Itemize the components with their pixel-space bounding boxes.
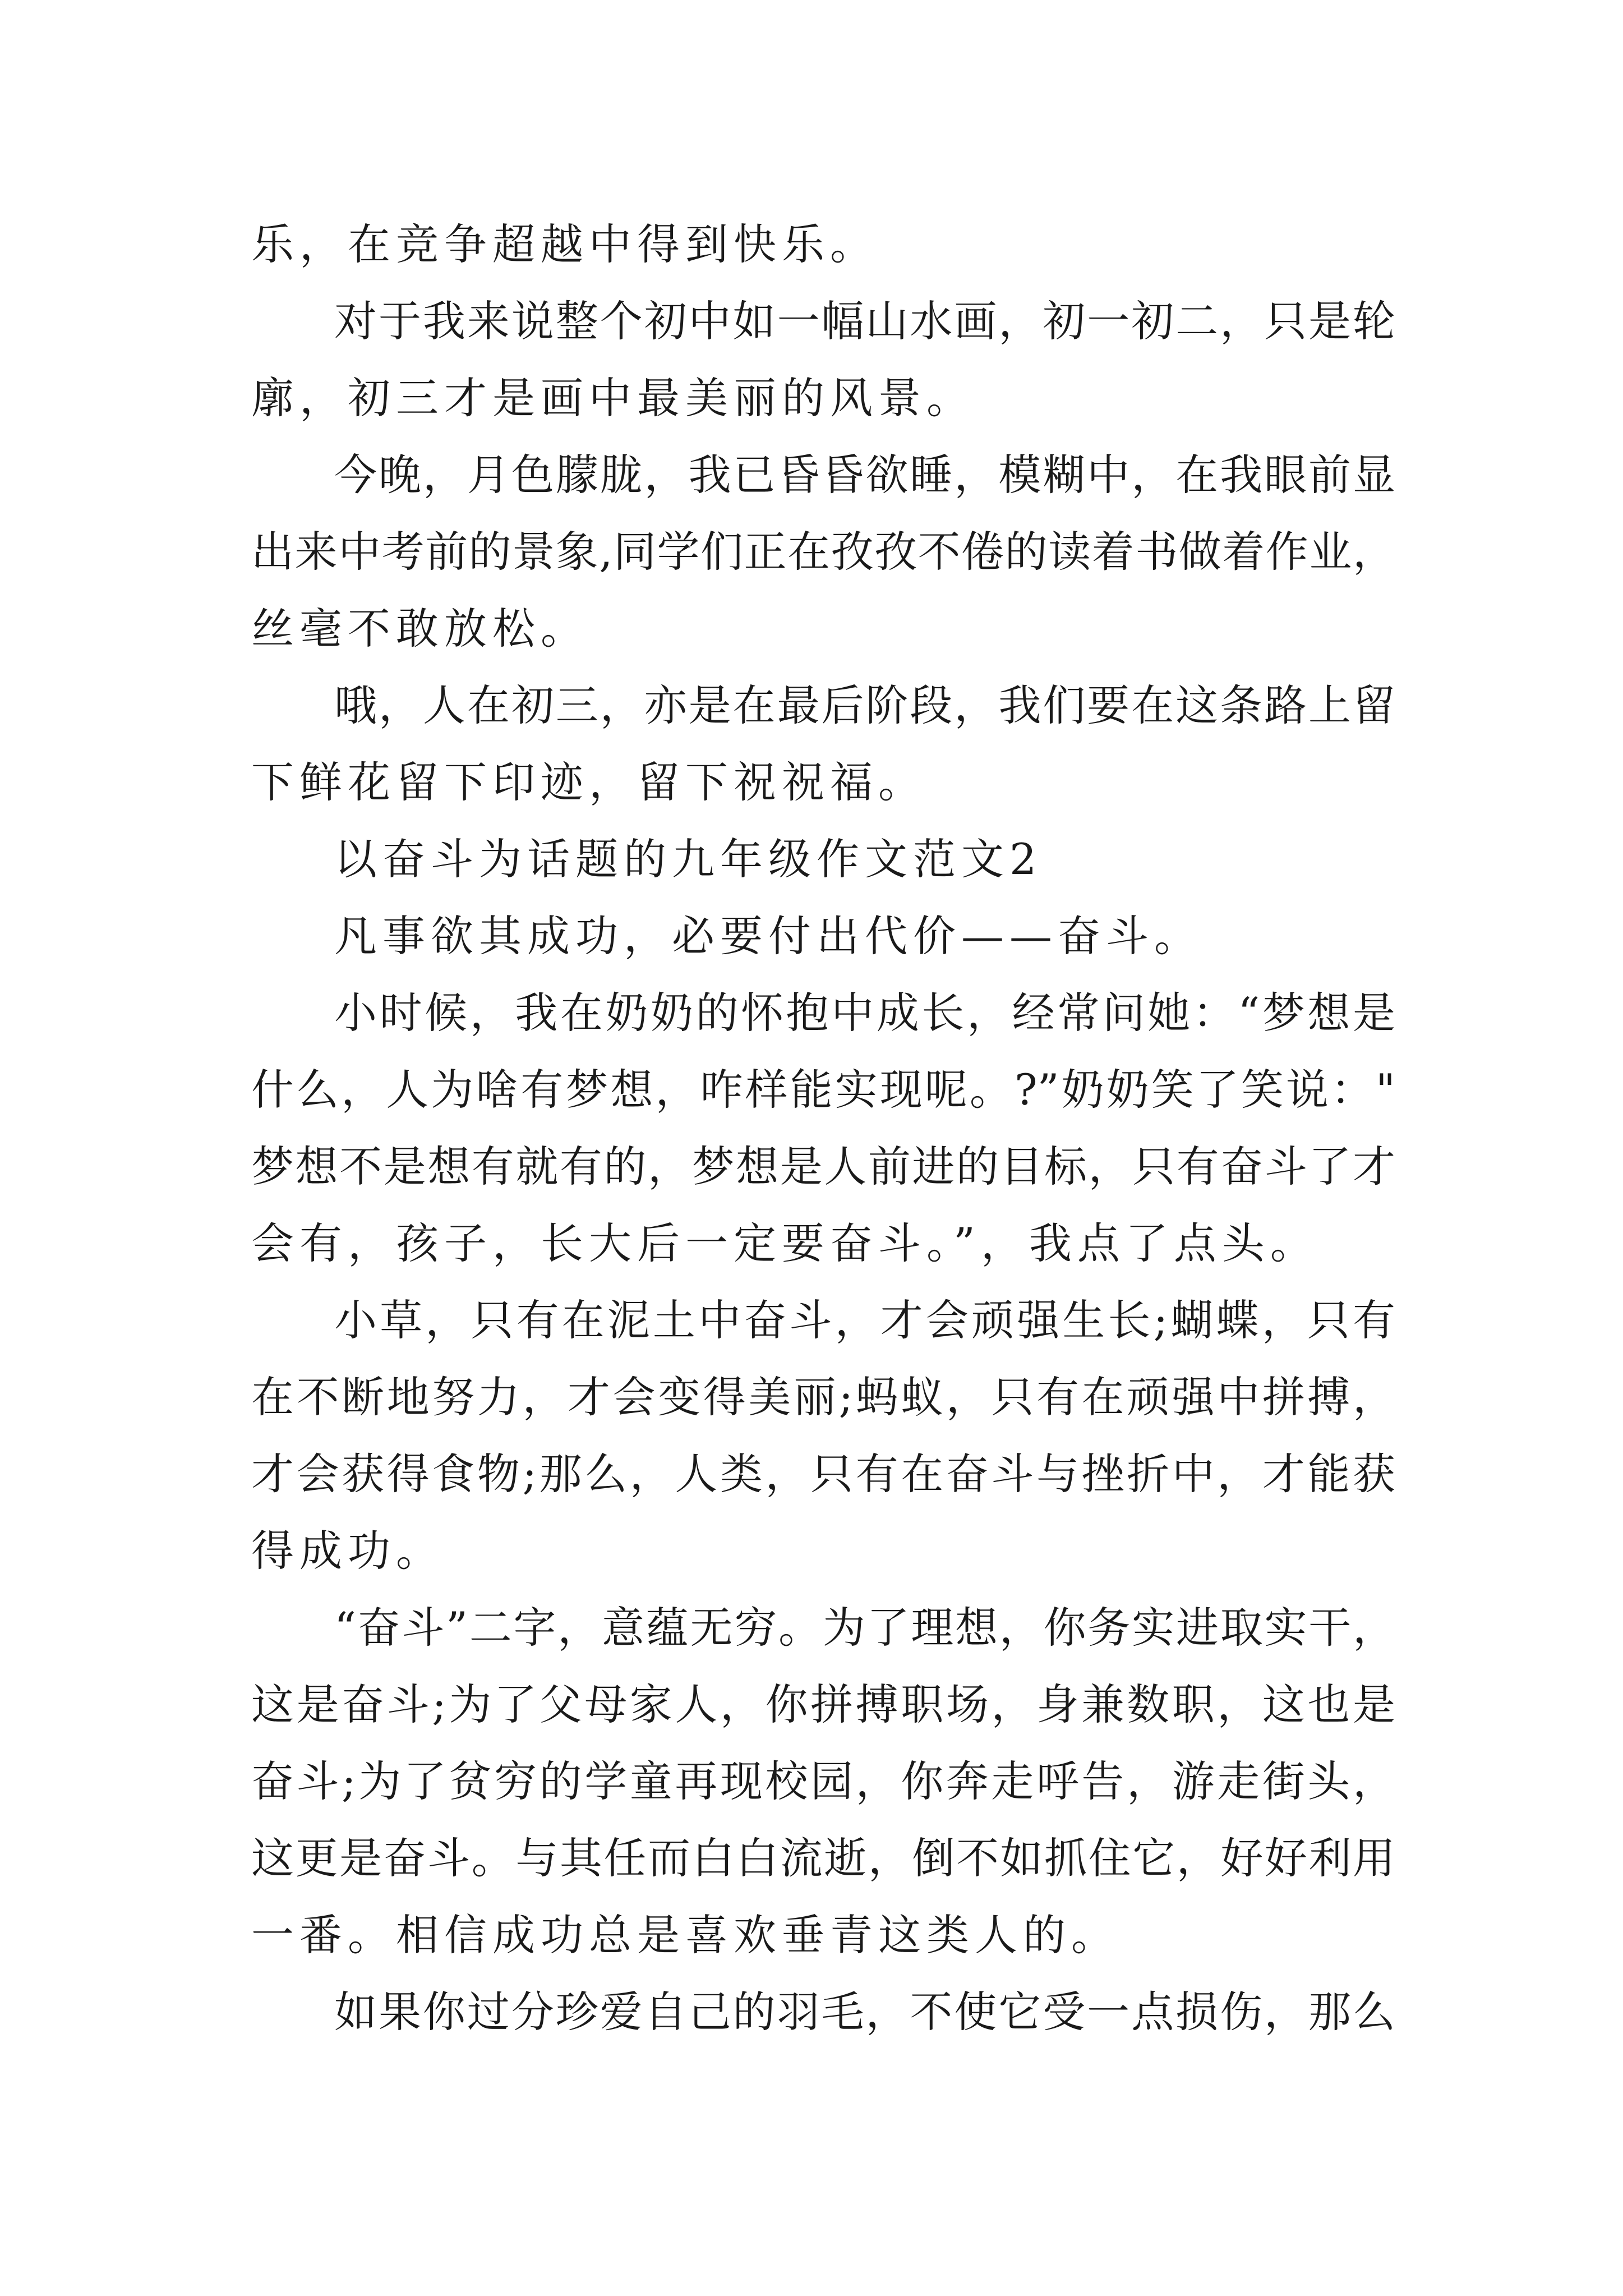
- text-line: 奋斗;为了贫穷的学童再现校园，你奔走呼告，游走街头，: [251, 1756, 1395, 1806]
- text-line: “奋斗”二字，意蕴无穷。为了理想，你务实进取实干，: [334, 1603, 1395, 1653]
- text-line: 梦想不是想有就有的，梦想是人前进的目标，只有奋斗了才: [251, 1142, 1395, 1191]
- text-line: 小时候，我在奶奶的怀抱中成长，经常问她：“梦想是: [334, 988, 1395, 1038]
- text-line: 得成功。: [251, 1526, 444, 1576]
- text-line: 哦，人在初三，亦是在最后阶段，我们要在这条路上留: [334, 680, 1395, 730]
- text-line: 这是奋斗;为了父母家人，你拼搏职场，身兼数职，这也是: [251, 1680, 1395, 1729]
- text-line: 今晚，月色朦胧，我已昏昏欲睡，模糊中，在我眼前显: [334, 450, 1395, 500]
- text-line: 丝毫不敢放松。: [251, 604, 589, 654]
- text-line: 在不断地努力，才会变得美丽;蚂蚁，只有在顽强中拼搏，: [251, 1372, 1395, 1422]
- text-line: 对于我来说整个初中如一幅山水画，初一初二，只是轮: [334, 296, 1395, 346]
- text-line: 出来中考前的景象,同学们正在孜孜不倦的读着书做着作业，: [251, 527, 1395, 577]
- text-line: 才会获得食物;那么，人类，只有在奋斗与挫折中，才能获: [251, 1449, 1395, 1499]
- text-line: 会有，孩子，长大后一定要奋斗。”，我点了点头。: [251, 1218, 1318, 1268]
- text-line: 什么，人为啥有梦想，咋样能实现呢。?”奶奶笑了笑说：": [251, 1065, 1395, 1115]
- text-line: 一番。相信成功总是喜欢垂青这类人的。: [251, 1910, 1119, 1960]
- text-line: 乐，在竞争超越中得到快乐。: [251, 219, 878, 269]
- section-heading: 以奋斗为话题的九年级作文范文2: [334, 834, 1043, 884]
- text-line: 小草，只有在泥土中奋斗，才会顽强生长;蝴蝶，只有: [334, 1295, 1395, 1345]
- text-line: 下鲜花留下印迹，留下祝祝福。: [251, 757, 926, 807]
- text-line: 凡事欲其成功，必要付出代价——奋斗。: [334, 911, 1202, 961]
- text-line: 这更是奋斗。与其任而白白流逝，倒不如抓住它，好好利用: [251, 1833, 1395, 1883]
- text-line: 如果你过分珍爱自己的羽毛，不使它受一点损伤，那么: [334, 1987, 1395, 2037]
- text-line: 廓，初三才是画中最美丽的风景。: [251, 373, 975, 423]
